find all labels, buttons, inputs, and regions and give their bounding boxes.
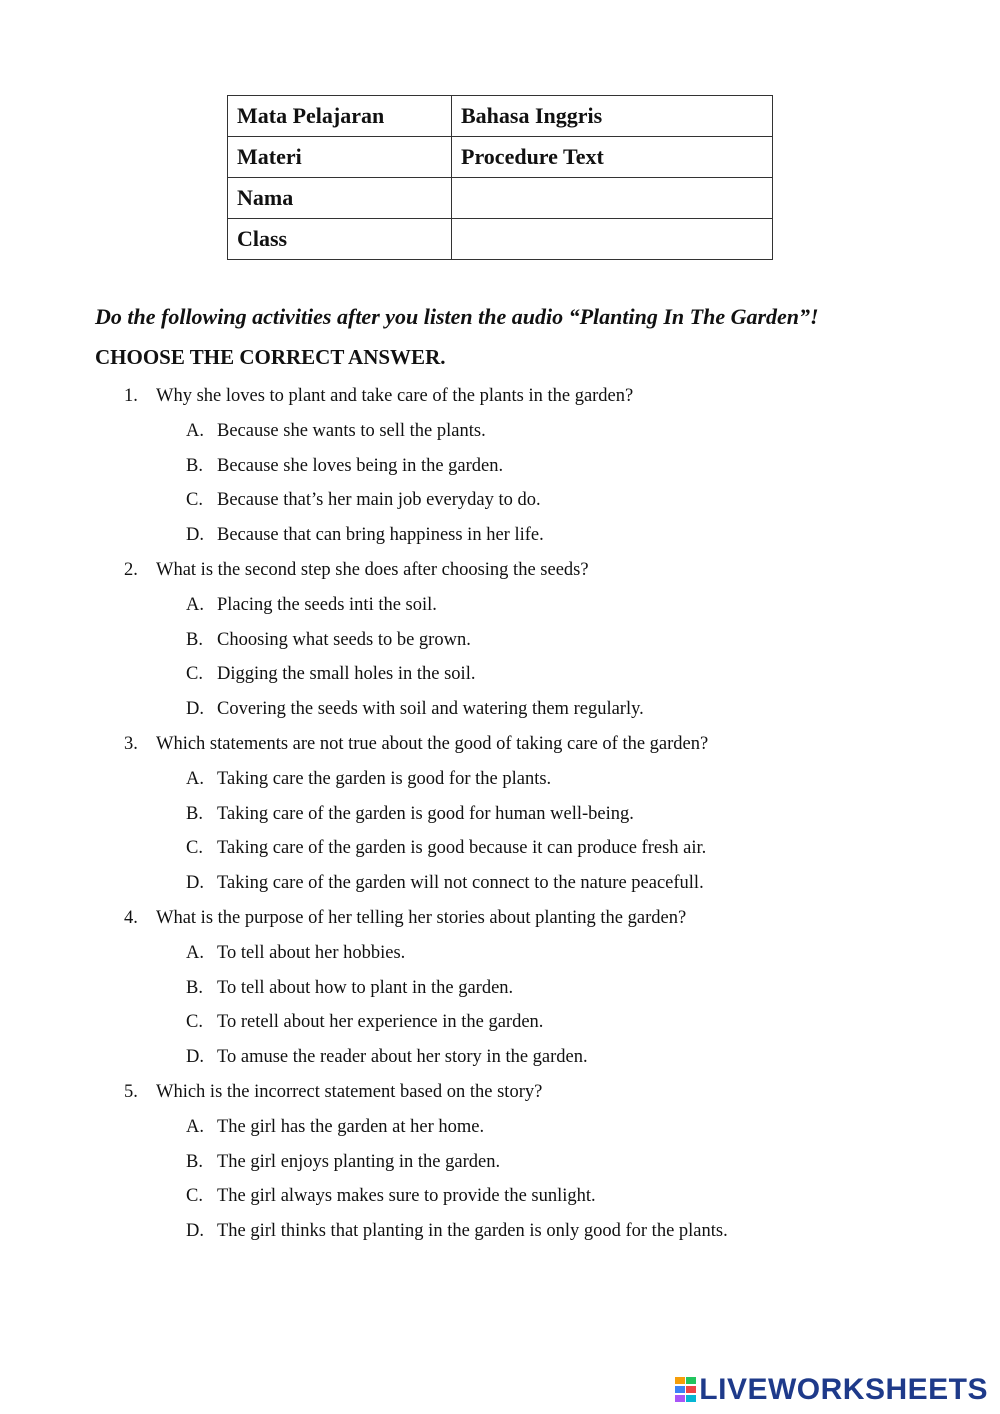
subject-label: Mata Pelajaran <box>228 96 452 137</box>
option-text: Taking care the garden is good for the plants. <box>217 768 552 789</box>
option-letter: D. <box>186 699 204 720</box>
option-text: The girl enjoys planting in the garden. <box>217 1151 501 1172</box>
option-letter: A. <box>186 768 204 789</box>
option-text: Taking care of the garden will not connect to the nature peacefull. <box>217 873 704 894</box>
answer-option[interactable] <box>0 1182 1000 1217</box>
answer-option[interactable] <box>0 591 1000 626</box>
liveworksheets-logo-icon <box>675 1377 697 1403</box>
option-text: To retell about her experience in the garden. <box>217 1012 544 1033</box>
material-label: Materi <box>228 137 452 178</box>
table-row <box>228 178 773 219</box>
answer-option[interactable] <box>0 626 1000 661</box>
question-list <box>0 382 1000 1252</box>
instruction-text: Do the following activities after you listen the audio “Planting In The Garden”! <box>95 304 819 329</box>
option-letter: D. <box>186 1221 204 1242</box>
option-text: Digging the small holes in the soil. <box>217 664 476 685</box>
answer-option[interactable] <box>0 452 1000 487</box>
subject-value: Bahasa Inggris <box>452 96 773 137</box>
brand-name: LIVEWORKSHEETS <box>699 1373 988 1406</box>
option-text: Because she wants to sell the plants. <box>217 420 486 441</box>
option-letter: A. <box>186 942 204 963</box>
option-letter: A. <box>186 594 204 615</box>
answer-option[interactable] <box>0 1043 1000 1078</box>
answer-option[interactable] <box>0 974 1000 1009</box>
answer-option[interactable] <box>0 869 1000 904</box>
option-text: Choosing what seeds to be grown. <box>217 629 471 650</box>
option-letter: B. <box>186 1151 203 1172</box>
option-letter: A. <box>186 1116 204 1137</box>
liveworksheets-brand[interactable] <box>675 1372 988 1408</box>
question-text: Which is the incorrect statement based on the story? <box>156 1081 543 1102</box>
option-text: To amuse the reader about her story in the garden. <box>217 1047 588 1068</box>
answer-option[interactable] <box>0 939 1000 974</box>
option-text: The girl thinks that planting in the garden is only good for the plants. <box>217 1221 728 1242</box>
answer-option[interactable] <box>0 1217 1000 1252</box>
table-row <box>228 219 773 260</box>
option-letter: C. <box>186 490 203 511</box>
answer-option[interactable] <box>0 800 1000 835</box>
question-number: 2. <box>124 559 138 580</box>
class-label: Class <box>228 219 452 260</box>
answer-option[interactable] <box>0 834 1000 869</box>
answer-option[interactable] <box>0 486 1000 521</box>
question-number: 3. <box>124 733 138 754</box>
option-letter: B. <box>186 803 203 824</box>
option-letter: C. <box>186 664 203 685</box>
answer-option[interactable] <box>0 660 1000 695</box>
option-text: To tell about how to plant in the garden. <box>217 977 514 998</box>
option-letter: B. <box>186 629 203 650</box>
option-letter: B. <box>186 977 203 998</box>
option-letter: C. <box>186 838 203 859</box>
question-3 <box>0 730 1000 765</box>
option-text: The girl has the garden at her home. <box>217 1116 485 1137</box>
answer-option[interactable] <box>0 1008 1000 1043</box>
answer-option[interactable] <box>0 695 1000 730</box>
class-field[interactable] <box>452 219 773 260</box>
option-text: The girl always makes sure to provide the sunlight. <box>217 1186 596 1207</box>
option-letter: D. <box>186 525 204 546</box>
option-letter: D. <box>186 1047 204 1068</box>
answer-option[interactable] <box>0 1148 1000 1183</box>
question-5 <box>0 1078 1000 1113</box>
material-value: Procedure Text <box>452 137 773 178</box>
name-label: Nama <box>228 178 452 219</box>
option-letter: D. <box>186 873 204 894</box>
option-text: Because she loves being in the garden. <box>217 455 504 476</box>
option-letter: A. <box>186 420 204 441</box>
answer-option[interactable] <box>0 1113 1000 1148</box>
question-1 <box>0 382 1000 417</box>
option-text: Because that’s her main job everyday to do. <box>217 490 541 511</box>
option-text: Because that can bring happiness in her life. <box>217 525 544 546</box>
option-text: To tell about her hobbies. <box>217 942 406 963</box>
question-number: 4. <box>124 907 138 928</box>
option-letter: B. <box>186 455 203 476</box>
name-field[interactable] <box>452 178 773 219</box>
option-text: Taking care of the garden is good because it can produce fresh air. <box>217 838 707 859</box>
table-row <box>228 137 773 178</box>
question-4 <box>0 904 1000 939</box>
option-text: Placing the seeds inti the soil. <box>217 594 437 615</box>
question-number: 1. <box>124 386 138 406</box>
answer-option[interactable] <box>0 521 1000 556</box>
answer-option[interactable] <box>0 417 1000 452</box>
option-letter: C. <box>186 1012 203 1033</box>
section-heading: CHOOSE THE CORRECT ANSWER. <box>95 345 446 369</box>
option-letter: C. <box>186 1186 203 1207</box>
question-text: What is the purpose of her telling her stories about planting the garden? <box>156 907 687 928</box>
option-text: Taking care of the garden is good for human well-being. <box>217 803 634 824</box>
table-row <box>228 96 773 137</box>
answer-option[interactable] <box>0 765 1000 800</box>
question-2 <box>0 556 1000 591</box>
question-text: Why she loves to plant and take care of the plants in the garden? <box>156 386 634 406</box>
question-number: 5. <box>124 1081 138 1102</box>
option-text: Covering the seeds with soil and watering them regularly. <box>217 699 644 720</box>
question-text: Which statements are not true about the good of taking care of the garden? <box>156 733 709 754</box>
question-text: What is the second step she does after choosing the seeds? <box>156 559 589 580</box>
header-info-table <box>227 95 773 260</box>
